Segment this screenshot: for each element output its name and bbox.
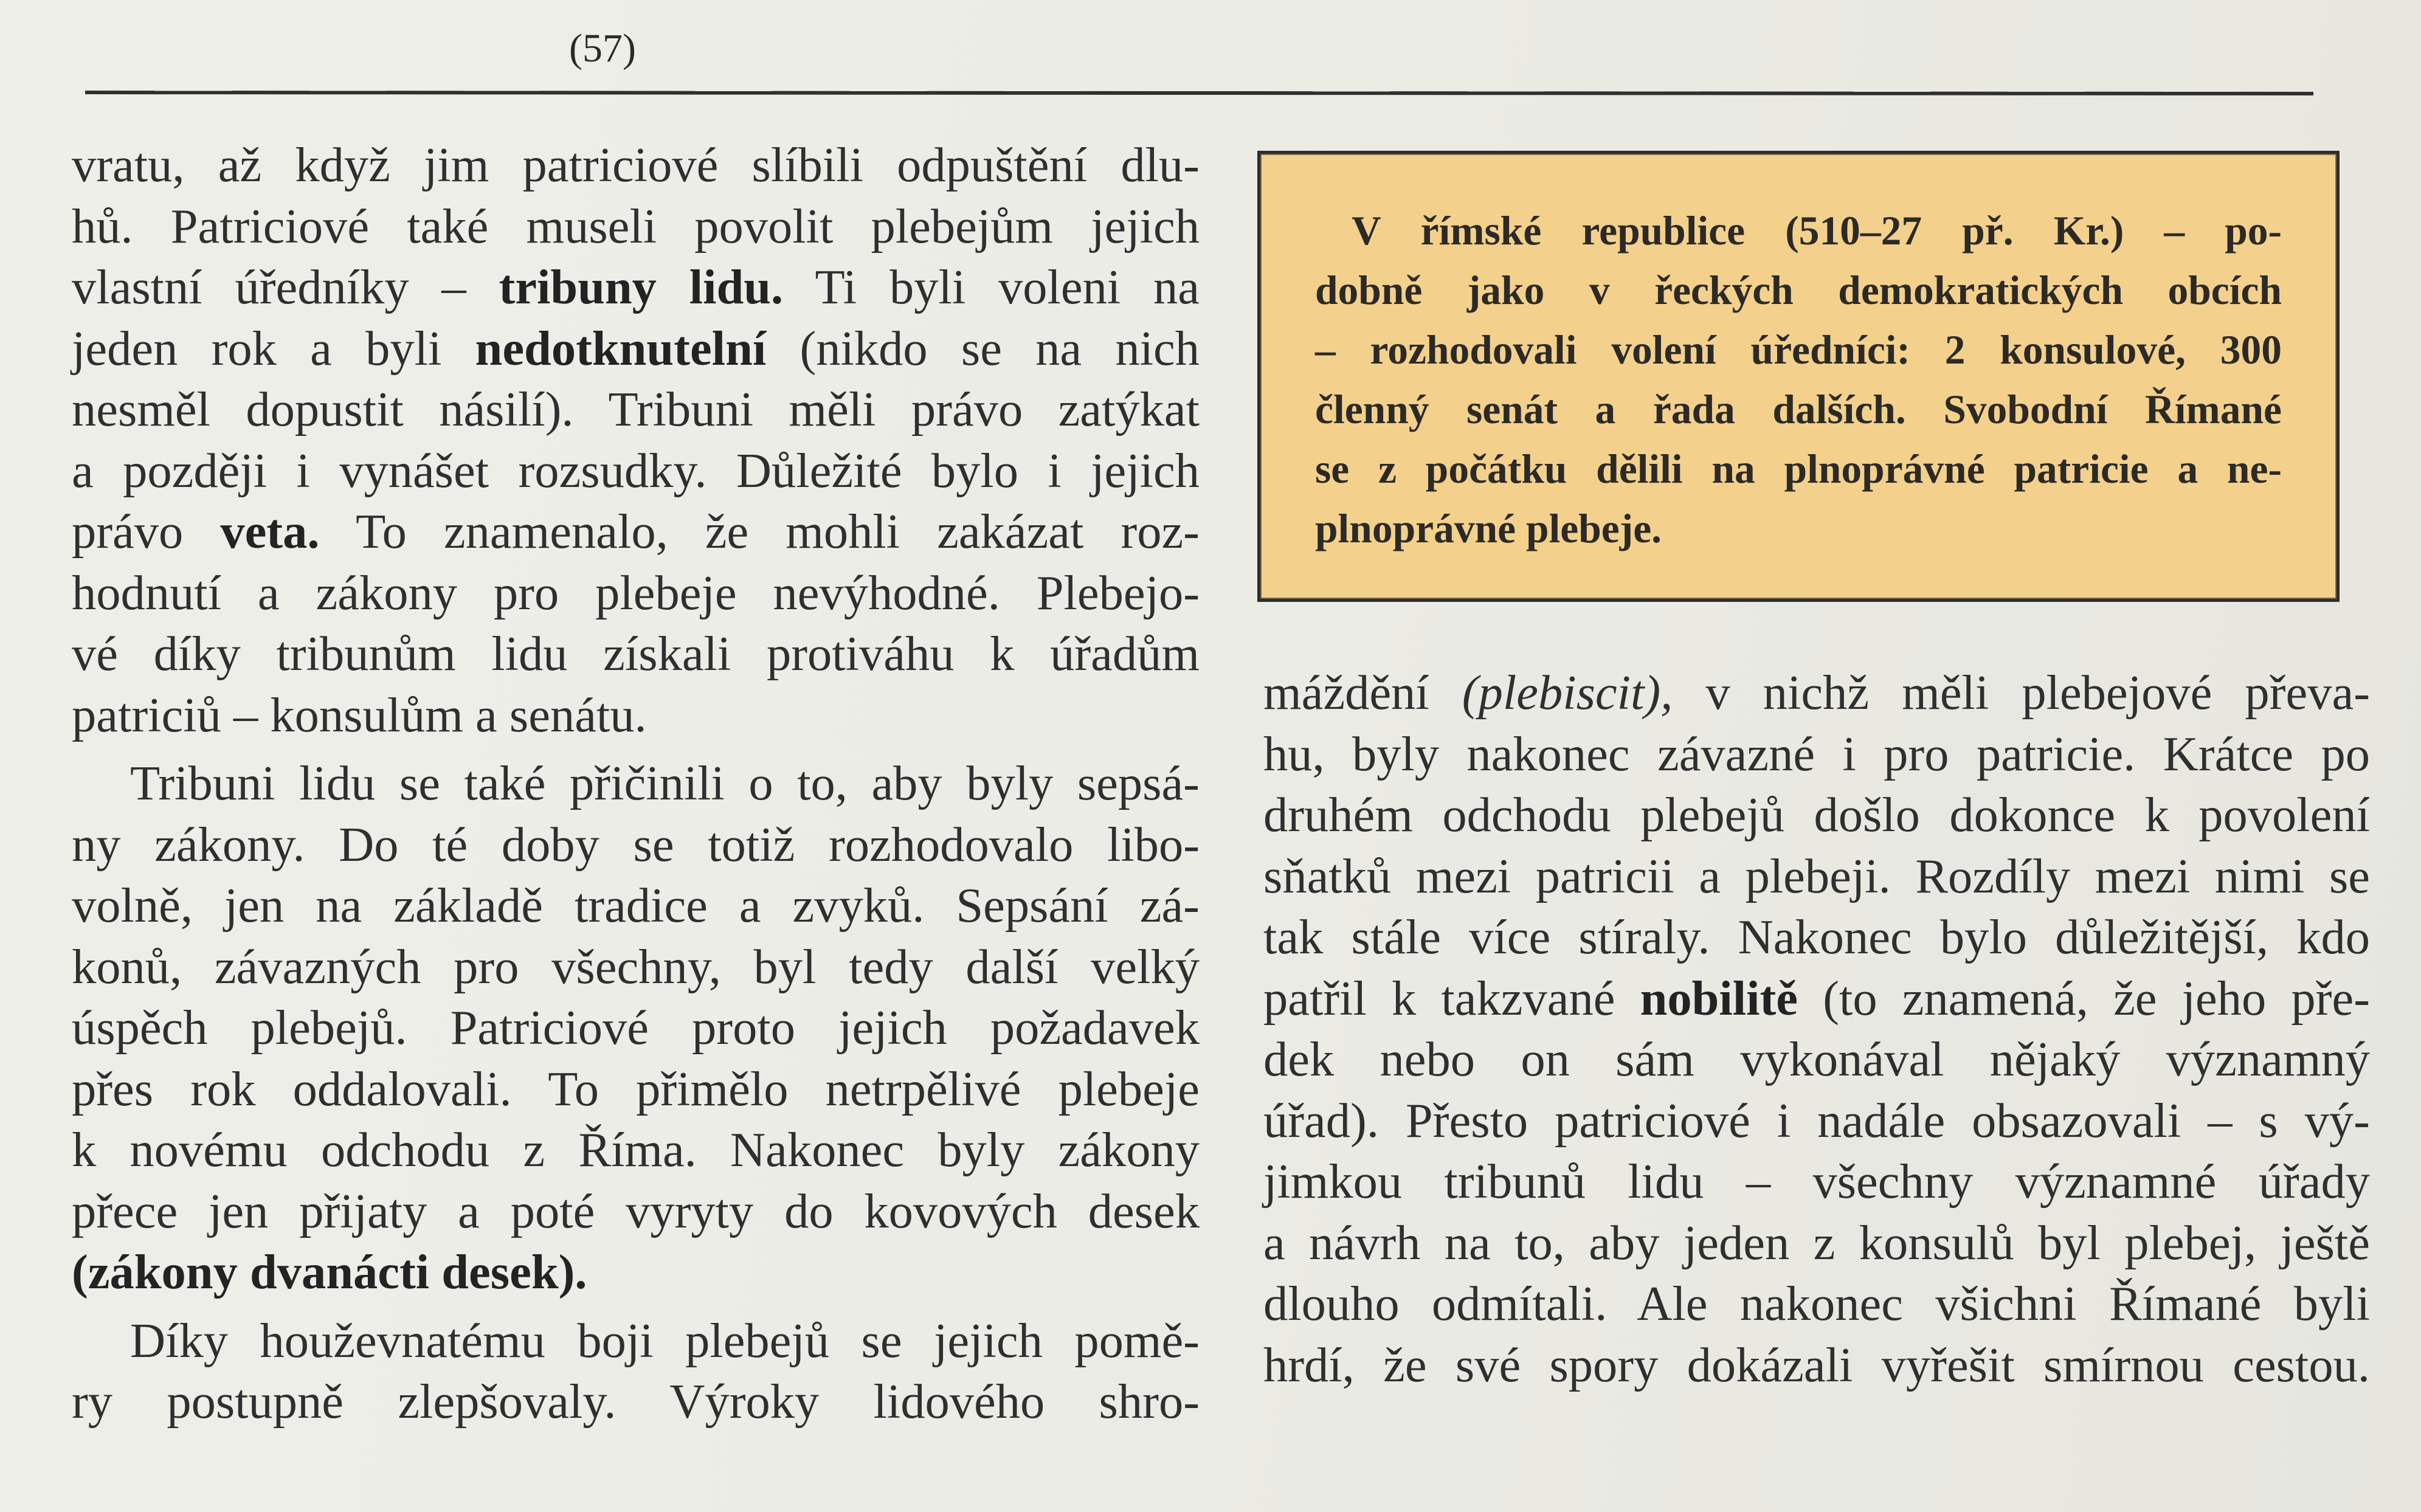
box-line: dobně jako v řeckých demokratických obcích bbox=[1315, 268, 2282, 313]
text-line: jimkou tribunů lidu – všechny významné úřady bbox=[1263, 1155, 2370, 1209]
text-line: patriciů – konsulům a senátu. bbox=[72, 688, 647, 742]
term-zakony-dvanacti-desek: (zákony dvanácti desek). bbox=[72, 1245, 587, 1299]
text-line: a později i vynášet rozsudky. Důležité bylo i jejich bbox=[72, 443, 1200, 498]
term-veta: veta. bbox=[220, 505, 320, 559]
box-line: se z počátku dělili na plnoprávné patricie a ne- bbox=[1315, 446, 2282, 492]
text-line: dek nebo on sám vykonával nějaký významný bbox=[1263, 1032, 2370, 1086]
text-line: úspěch plebejů. Patriciové proto jejich požadavek bbox=[72, 1001, 1200, 1055]
text-line: vratu, až když jim patriciové slíbili odpuštění dlu- bbox=[72, 138, 1200, 192]
text-line: tak stále více stíraly. Nakonec bylo důležitější, kdo bbox=[1263, 910, 2370, 964]
text-line: hů. Patriciové také museli povolit plebejům jejich bbox=[72, 199, 1200, 254]
text-line: ry postupně zlepšovaly. Výroky lidového shro- bbox=[72, 1375, 1200, 1429]
text-line: sňatků mezi patricii a plebeji. Rozdíly mezi nimi se bbox=[1263, 849, 2370, 903]
text-line: patřil k takzvané nobilitě (to znamená, že jeho pře- bbox=[1263, 971, 2371, 1026]
text-line: úřad). Přesto patriciové i nadále obsazovali – s vý- bbox=[1263, 1093, 2370, 1148]
text-line: hodnutí a zákony pro plebeje nevýhodné. Plebejo- bbox=[72, 565, 1200, 620]
text-line: vlastní úředníky – tribuny lidu. Ti byli voleni na bbox=[72, 260, 1200, 314]
text-line: hu, byly nakonec závazné i pro patricie. Krátce po bbox=[1263, 727, 2370, 781]
term-tribuny-lidu: tribuny lidu. bbox=[499, 260, 784, 314]
box-line: plnoprávné plebeje. bbox=[1315, 506, 1662, 551]
text-line: a návrh na to, aby jeden z konsulů byl plebej, ještě bbox=[1263, 1215, 2370, 1270]
page-number: (57) bbox=[569, 26, 636, 71]
box-line: V římské republice (510–27 př. Kr.) – po- bbox=[1352, 208, 2282, 254]
right-column bbox=[1263, 663, 2370, 1396]
term-plebiscit: (plebiscit), bbox=[1462, 666, 1673, 720]
text-line: ny zákony. Do té doby se totiž rozhodovalo libo- bbox=[72, 817, 1200, 872]
text-line: máždění (plebiscit), v nichž měli plebejové převa- bbox=[1263, 666, 2371, 720]
text-line: přece jen přijaty a poté vyryty do kovových desek bbox=[72, 1184, 1200, 1238]
text-line: Tribuni lidu se také přičinili o to, aby byly sepsá- bbox=[130, 756, 1200, 810]
text-line: k novému odchodu z Říma. Nakonec byly zákony bbox=[72, 1123, 1200, 1177]
text-line: vé díky tribunům lidu získali protiváhu k úřadům bbox=[72, 627, 1200, 681]
text-line: přes rok oddalovali. To přimělo netrpělivé plebeje bbox=[72, 1062, 1200, 1116]
text-line: dlouho odmítali. Ale nakonec všichni Římané byli bbox=[1263, 1277, 2370, 1331]
text-line: konů, závazných pro všechny, byl tedy další velký bbox=[72, 939, 1200, 994]
text-line: nesměl dopustit násilí). Tribuni měli právo zatýkat bbox=[72, 382, 1200, 437]
text-line bbox=[72, 1242, 1200, 1303]
term-nedotknutelni: nedotknutelní bbox=[475, 321, 767, 376]
info-box-text bbox=[1315, 201, 2282, 559]
text-line: volně, jen na základě tradice a zvyků. Sepsání zá- bbox=[72, 879, 1200, 933]
text-line: hrdí, že své spory dokázali vyřešit smírnou cestou. bbox=[1263, 1338, 2370, 1392]
text-line: druhém odchodu plebejů došlo dokonce k povolení bbox=[1263, 788, 2370, 842]
text-line: Díky houževnatému boji plebejů se jejich pomě- bbox=[130, 1313, 1200, 1368]
box-line: – rozhodovali volení úředníci: 2 konsulové, 300 bbox=[1315, 327, 2282, 373]
info-box bbox=[1257, 151, 2340, 602]
header-rule bbox=[85, 91, 2313, 95]
text-line: právo veta. To znamenalo, že mohli zakázat roz- bbox=[72, 505, 1200, 559]
term-nobilite: nobilitě bbox=[1640, 971, 1798, 1026]
box-line: členný senát a řada dalších. Svobodní Římané bbox=[1315, 387, 2282, 432]
text-line: jeden rok a byli nedotknutelní (nikdo se na nich bbox=[72, 321, 1200, 376]
left-column bbox=[72, 135, 1200, 1433]
